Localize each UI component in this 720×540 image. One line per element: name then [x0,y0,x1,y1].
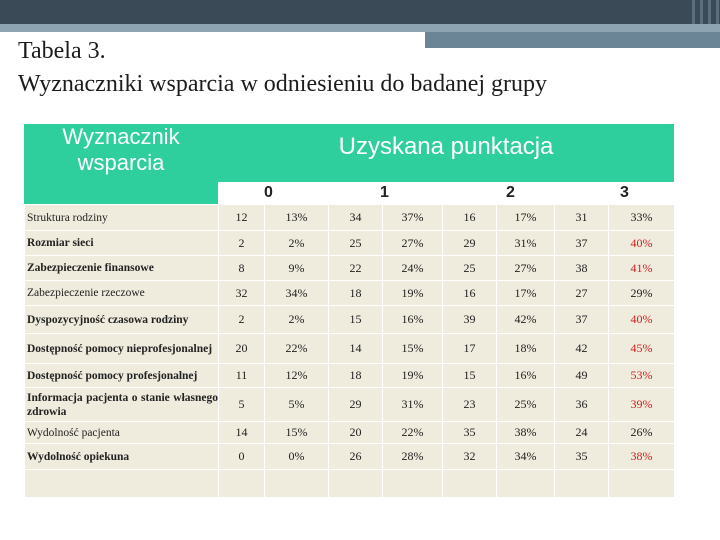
cell: 20 [219,334,265,364]
cell: 49 [555,364,609,388]
cell: 37 [555,231,609,256]
cell: 18 [329,364,383,388]
header-determinant-line2: wsparcia [77,150,165,175]
cell: 26 [329,444,383,470]
cell: 14 [329,334,383,364]
cell: 38% [609,444,675,470]
cell: 31% [383,388,443,422]
cell: 0 [219,444,265,470]
cell: 34% [497,444,555,470]
row-label: Wydolność pacjenta [25,422,219,444]
cell: 15% [265,422,329,444]
cell [25,470,219,498]
cell [555,470,609,498]
corner-decoration [690,0,720,32]
cell [497,470,555,498]
cell [443,470,497,498]
support-table [24,204,675,498]
table-row [25,231,675,256]
row-label: Dostępność pomocy profesjonalnej [25,364,219,388]
cell: 27% [383,231,443,256]
cell: 25% [497,388,555,422]
top-bar-accent [425,32,720,48]
cell: 18% [497,334,555,364]
cell: 19% [383,281,443,306]
cell: 24 [555,422,609,444]
score-3: 3 [620,184,629,201]
cell: 0% [265,444,329,470]
cell: 2 [219,231,265,256]
cell: 42% [497,306,555,334]
cell: 37 [555,306,609,334]
top-bar-stripe [0,24,720,32]
row-label: Zabezpieczenie finansowe [25,256,219,281]
cell: 8 [219,256,265,281]
cell: 40% [609,306,675,334]
cell: 17% [497,281,555,306]
table-row [25,364,675,388]
cell: 12 [219,205,265,231]
cell: 53% [609,364,675,388]
slide-title: Tabela 3. [18,38,106,64]
cell: 34 [329,205,383,231]
cell [329,470,383,498]
header-determinant-line1: Wyznacznik [62,124,180,149]
cell: 2% [265,306,329,334]
cell: 41% [609,256,675,281]
table-row [25,422,675,444]
cell: 23 [443,388,497,422]
cell: 39 [443,306,497,334]
cell: 31 [555,205,609,231]
cell: 29 [329,388,383,422]
cell: 26% [609,422,675,444]
cell: 38 [555,256,609,281]
table-row [25,334,675,364]
cell: 15% [383,334,443,364]
cell: 15 [329,306,383,334]
cell: 16% [383,306,443,334]
table-row [25,281,675,306]
table-row [25,205,675,231]
row-label: Dyspozycyjność czasowa rodziny [25,306,219,334]
cell: 5 [219,388,265,422]
cell: 24% [383,256,443,281]
cell: 25 [443,256,497,281]
slide-subtitle: Wyznaczniki wsparcia w odniesieniu do badanej grupy [18,71,548,97]
cell: 2 [219,306,265,334]
row-label: Rozmiar sieci [25,231,219,256]
cell [265,470,329,498]
cell: 16 [443,205,497,231]
cell: 16 [443,281,497,306]
table-row [25,388,675,422]
cell: 42 [555,334,609,364]
cell: 31% [497,231,555,256]
cell: 32 [219,281,265,306]
top-bar [0,0,720,24]
cell: 15 [443,364,497,388]
cell: 5% [265,388,329,422]
cell: 36 [555,388,609,422]
table-row [25,444,675,470]
row-label: Zabezpieczenie rzeczowe [25,281,219,306]
cell: 22 [329,256,383,281]
table-row [25,306,675,334]
cell: 35 [555,444,609,470]
row-label: Wydolność opiekuna [25,444,219,470]
cell: 14 [219,422,265,444]
cell: 45% [609,334,675,364]
cell: 2% [265,231,329,256]
cell: 29 [443,231,497,256]
cell: 32 [443,444,497,470]
cell: 27% [497,256,555,281]
cell: 18 [329,281,383,306]
cell: 20 [329,422,383,444]
cell: 17 [443,334,497,364]
score-2: 2 [506,184,515,201]
cell: 29% [609,281,675,306]
cell: 35 [443,422,497,444]
table-row [25,256,675,281]
score-subheader [218,182,674,204]
score-1: 1 [380,184,389,201]
row-label: Dostępność pomocy nieprofesjonalnej [25,334,219,364]
cell [219,470,265,498]
cell: 28% [383,444,443,470]
header-score: Uzyskana punktacja [218,124,674,182]
cell: 11 [219,364,265,388]
cell: 27 [555,281,609,306]
cell: 33% [609,205,675,231]
cell: 38% [497,422,555,444]
cell: 40% [609,231,675,256]
cell [609,470,675,498]
cell: 25 [329,231,383,256]
row-label: Struktura rodziny [25,205,219,231]
cell: 37% [383,205,443,231]
cell: 22% [265,334,329,364]
score-0: 0 [264,184,273,201]
table-row-empty [25,470,675,498]
cell [383,470,443,498]
cell: 17% [497,205,555,231]
header-determinant [24,124,218,204]
cell: 34% [265,281,329,306]
row-label: Informacja pacjenta o stanie własnego zdrowia [25,388,219,422]
cell: 39% [609,388,675,422]
cell: 13% [265,205,329,231]
cell: 9% [265,256,329,281]
cell: 12% [265,364,329,388]
cell: 16% [497,364,555,388]
cell: 19% [383,364,443,388]
cell: 22% [383,422,443,444]
